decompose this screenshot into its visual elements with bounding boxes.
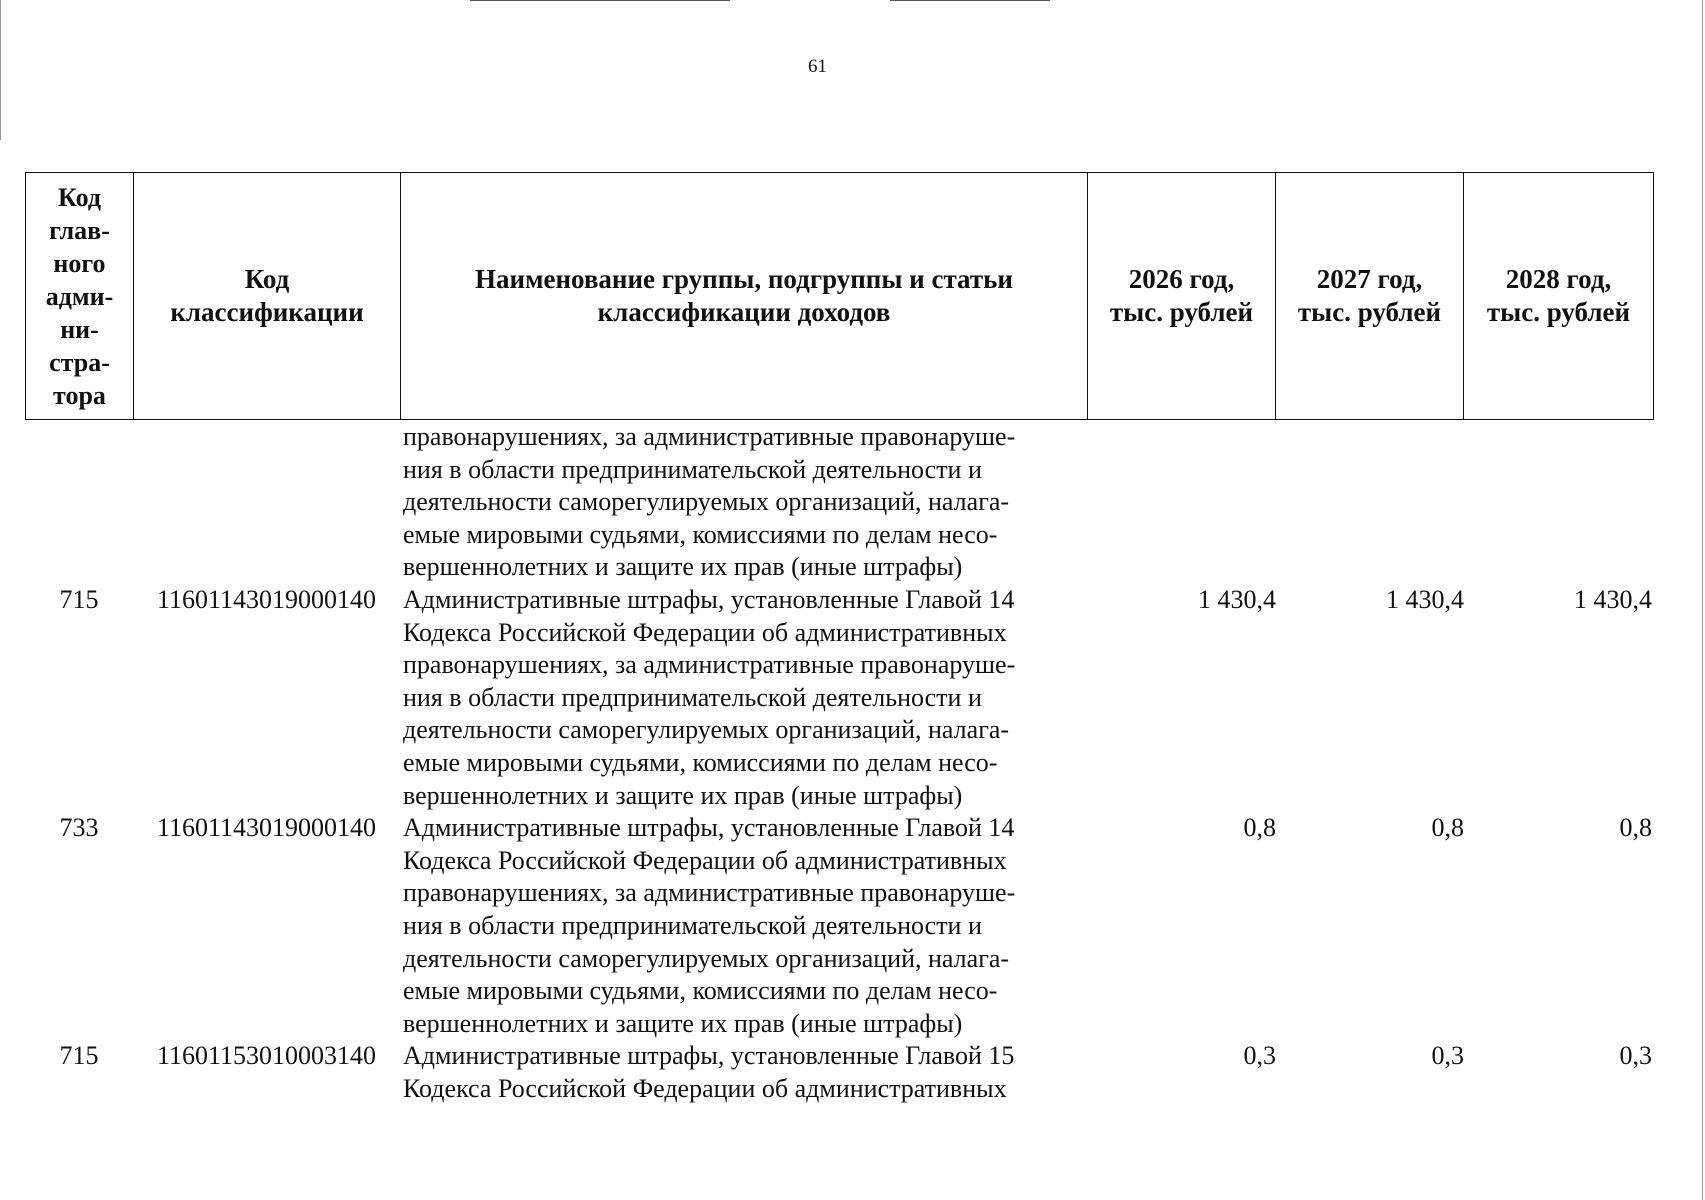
table-line	[0, 844, 1705, 877]
income-name-cell: деятельности саморегулируемых организаций, налага-	[403, 487, 1010, 517]
table-line	[0, 485, 1705, 518]
table-line	[0, 974, 1705, 1007]
header-classification-code: Код классификации	[134, 173, 401, 420]
amount-2028-cell: 0,8	[1619, 813, 1652, 843]
table-line	[0, 746, 1705, 779]
table-line	[0, 811, 1705, 844]
table-line	[0, 518, 1705, 551]
admin-code-cell: 733	[59, 813, 99, 843]
header-year-2028: 2028 год, тыс. рублей	[1464, 173, 1654, 420]
header-admin-code: Код глав- ного адми- ни- стра- тора	[26, 173, 134, 420]
income-name-cell: Кодекса Российской Федерации об административных	[403, 617, 1007, 647]
table-line	[0, 1072, 1705, 1105]
amount-2026-cell: 0,3	[1243, 1041, 1276, 1071]
income-name-cell: емые мировыми судьями, комиссиями по делам несо-	[403, 976, 998, 1006]
header-year-2027: 2027 год, тыс. рублей	[1276, 173, 1464, 420]
table-line	[0, 909, 1705, 942]
amount-2027-cell: 0,3	[1431, 1041, 1464, 1071]
table-line	[0, 1039, 1705, 1072]
income-name-cell: емые мировыми судьями, комиссиями по делам несо-	[403, 519, 998, 549]
income-name-cell: ния в области предпринимательской деятельности и	[403, 454, 982, 484]
table-line	[0, 616, 1705, 649]
table-line	[0, 1007, 1705, 1040]
income-name-cell: деятельности саморегулируемых организаций, налага-	[403, 715, 1010, 745]
table-line	[0, 583, 1705, 616]
header-income-name: Наименование группы, подгруппы и статьи классификации доходов	[401, 173, 1088, 420]
amount-2028-cell: 1 430,4	[1574, 585, 1652, 614]
amount-2027-cell: 1 430,4	[1386, 585, 1464, 614]
income-name-cell: Административные штрафы, установленные Главой 14	[403, 813, 1015, 843]
scan-artifact-top-right	[890, 0, 1050, 1]
classification-code-cell: 11601143019000140	[156, 813, 377, 843]
income-name-cell: Административные штрафы, установленные Главой 14	[403, 585, 1015, 614]
admin-code-cell: 715	[59, 585, 99, 614]
table-line	[0, 779, 1705, 812]
page-number: 61	[808, 56, 827, 77]
income-name-cell: правонарушениях, за административные правонаруше-	[403, 650, 1016, 680]
amount-2028-cell: 0,3	[1619, 1041, 1652, 1071]
table-line	[0, 713, 1705, 746]
scan-artifact-top	[470, 0, 730, 1]
income-name-cell: деятельности саморегулируемых организаций, налага-	[403, 943, 1010, 973]
income-name-cell: ния в области предпринимательской деятельности и	[403, 682, 982, 712]
income-name-cell: вершеннолетних и защите их прав (иные штрафы)	[403, 780, 963, 810]
income-name-cell: емые мировыми судьями, комиссиями по делам несо-	[403, 748, 998, 777]
header-year-2026: 2026 год, тыс. рублей	[1088, 173, 1276, 420]
table-header	[25, 172, 1654, 420]
amount-2026-cell: 0,8	[1243, 813, 1276, 843]
income-name-cell: вершеннолетних и защите их прав (иные штрафы)	[403, 1008, 963, 1038]
table-line	[0, 681, 1705, 714]
income-name-cell: Кодекса Российской Федерации об административных	[403, 845, 1007, 875]
table-line	[0, 876, 1705, 909]
income-name-cell: ния в области предпринимательской деятельности и	[403, 911, 982, 940]
table-line	[0, 420, 1705, 453]
income-name-cell: вершеннолетних и защите их прав (иные штрафы)	[403, 552, 963, 582]
income-name-cell: Административные штрафы, установленные Главой 15	[403, 1041, 1015, 1071]
table-line	[0, 453, 1705, 486]
income-name-cell: Кодекса Российской Федерации об административных	[403, 1074, 1007, 1103]
table-line	[0, 942, 1705, 975]
classification-code-cell: 11601153010003140	[156, 1041, 377, 1071]
income-name-cell: правонарушениях, за административные правонаруше-	[403, 878, 1016, 908]
table-line	[0, 648, 1705, 681]
amount-2026-cell: 1 430,4	[1198, 585, 1276, 614]
admin-code-cell: 715	[59, 1041, 99, 1071]
classification-code-cell: 11601143019000140	[156, 585, 377, 614]
table-line	[0, 550, 1705, 583]
amount-2027-cell: 0,8	[1431, 813, 1464, 843]
income-name-cell: правонарушениях, за административные правонаруше-	[403, 422, 1016, 451]
